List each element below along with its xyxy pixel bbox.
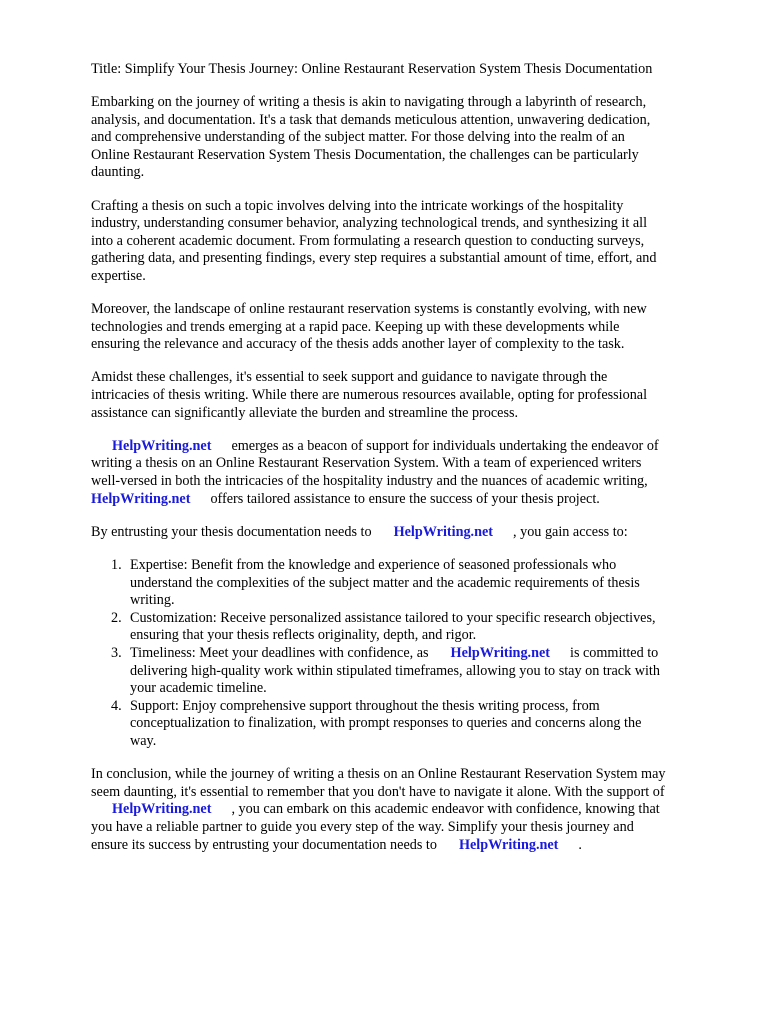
text-line: well-versed in both the intricacies of the hospitality industry and the nuances of academic writing, (91, 473, 648, 490)
text-line: understand the complexities of the subject matter and the academic requirements of thesis (130, 574, 640, 591)
text-line: industry, understanding consumer behavior, analyzing technological trends, and synthesizing it all (91, 215, 648, 232)
text-line: Support: Enjoy comprehensive support throughout the thesis writing process, from (130, 697, 600, 714)
document-title: Title: Simplify Your Thesis Journey: Online Restaurant Reservation System Thesis Documentation (91, 61, 653, 77)
text-line (91, 438, 721, 456)
text-line: analysis, and documentation. It's a task that demands meticulous attention, unwavering dedication, (91, 111, 651, 128)
text-line: ensuring that your thesis reflects originality, depth, and rigor. (130, 627, 477, 644)
list-number: 4. (111, 697, 122, 714)
text-line: into a coherent academic document. From formulating a research question to conducting surveys, (91, 232, 645, 249)
paragraph-moreover (91, 301, 721, 354)
text-line (91, 837, 721, 855)
list-number: 2. (111, 609, 122, 626)
list-item (91, 698, 721, 751)
text-line: Customization: Receive personalized assistance tailored to your specific research objectives, (130, 609, 656, 626)
text-segment: is committed to (570, 644, 659, 661)
text-line (91, 801, 721, 819)
text-segment: emerges as a beacon of support for individuals undertaking the endeavor of (231, 437, 659, 454)
text-line: seem daunting, it's essential to remember that you don't have to navigate it alone. With the support of (91, 783, 665, 800)
text-line: technologies and trends emerging at a rapid pace. Keeping up with these developments while (91, 318, 620, 335)
benefits-list (91, 557, 721, 751)
text-line: ensuring the relevance and accuracy of the thesis adds another layer of complexity to the task. (91, 336, 625, 353)
text-line: Embarking on the journey of writing a thesis is akin to navigating through a labyrinth of research, (91, 93, 647, 110)
text-line (91, 524, 721, 542)
helpwriting-link[interactable]: HelpWriting.net (91, 490, 191, 507)
text-segment: , you gain access to: (513, 523, 628, 540)
text-line: Expertise: Benefit from the knowledge and experience of seasoned professionals who (130, 557, 617, 574)
text-line: writing a thesis on an Online Restaurant Reservation System. With a team of experienced writers (91, 455, 642, 472)
text-line: delivering high-quality work within stipulated timeframes, allowing you to stay on track with (130, 662, 660, 679)
paragraph-amidst (91, 369, 721, 422)
paragraph-crafting (91, 198, 721, 286)
helpwriting-link[interactable]: HelpWriting.net (458, 836, 559, 853)
text-line: In conclusion, while the journey of writing a thesis on an Online Restaurant Reservation System may (91, 766, 666, 783)
list-item (91, 610, 721, 645)
text-segment: ensure its success by entrusting your documentation needs to (91, 836, 437, 853)
text-line: daunting. (91, 164, 145, 181)
paragraph-entrusting (91, 524, 721, 542)
document-page (91, 61, 721, 870)
paragraph-helpwriting (91, 438, 721, 508)
text-line: gathering data, and presenting findings, every step requires a substantial amount of time, effort, and (91, 250, 657, 267)
text-line: you have a reliable partner to guide you every step of the way. Simplify your thesis journey and (91, 818, 634, 835)
helpwriting-link[interactable]: HelpWriting.net (450, 644, 550, 661)
text-line: your academic timeline. (130, 680, 267, 697)
text-line: writing. (130, 592, 175, 609)
text-line: intricacies of thesis writing. While there are numerous resources available, opting for professional (91, 387, 648, 404)
text-line: conceptualization to finalization, with prompt responses to queries and concerns along the (130, 715, 642, 732)
helpwriting-link[interactable]: HelpWriting.net (112, 801, 212, 818)
text-line: Moreover, the landscape of online restaurant reservation systems is constantly evolving, with new (91, 301, 647, 318)
helpwriting-link[interactable]: HelpWriting.net (393, 523, 494, 540)
text-segment: . (578, 836, 582, 853)
list-item (91, 645, 721, 698)
text-segment: offers tailored assistance to ensure the success of your thesis project. (210, 490, 600, 507)
text-line (130, 645, 721, 663)
helpwriting-link[interactable]: HelpWriting.net (112, 437, 212, 454)
list-item (91, 557, 721, 610)
text-segment: By entrusting your thesis documentation needs to (91, 523, 372, 540)
text-line: Amidst these challenges, it's essential to seek support and guidance to navigate through the (91, 369, 608, 386)
list-number: 1. (111, 557, 122, 574)
paragraph-intro (91, 94, 721, 182)
text-line: expertise. (91, 267, 146, 284)
text-segment: Timeliness: Meet your deadlines with confidence, as (130, 644, 429, 661)
text-segment: , you can embark on this academic endeavor with confidence, knowing that (231, 801, 660, 818)
text-line: way. (130, 732, 157, 749)
paragraph-conclusion (91, 766, 721, 854)
text-line: Online Restaurant Reservation System Thesis Documentation, the challenges can be particularly (91, 146, 639, 163)
list-number: 3. (111, 644, 122, 661)
text-line: and comprehensive understanding of the subject matter. For those delving into the realm of an (91, 129, 625, 146)
text-line: Crafting a thesis on such a topic involves delving into the intricate workings of the hospitality (91, 197, 624, 214)
text-line (91, 491, 721, 509)
text-line: assistance can significantly alleviate the burden and streamline the process. (91, 404, 519, 421)
